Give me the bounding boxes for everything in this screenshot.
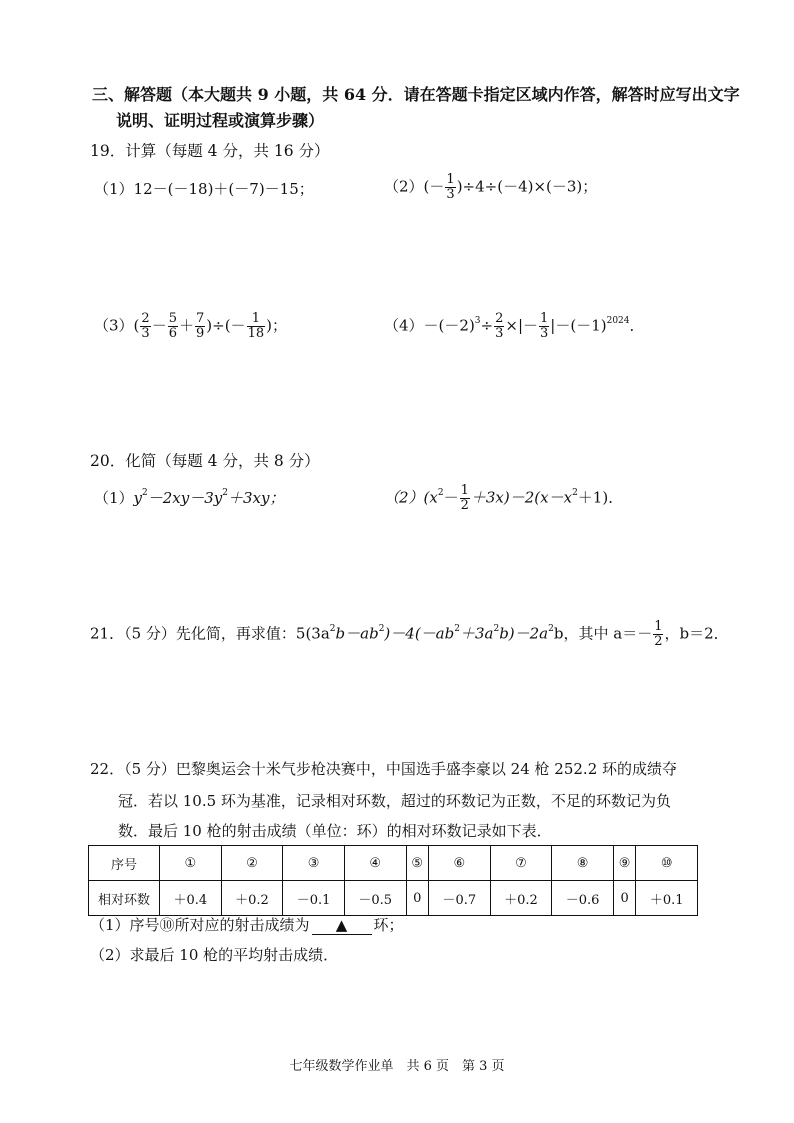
fraction: $\frac{1}{18}$ (247, 311, 265, 341)
fraction: $\frac{2}{3}$ (141, 311, 150, 341)
fraction: $\frac{1}{2}$ (460, 483, 469, 513)
q19-heading: 19．计算（每题 4 分，共 16 分） (90, 142, 330, 160)
table-cell: ⑧ (552, 846, 614, 881)
q20-part1: $(1)y^2-2xy-3y^2+3xy$； (94, 488, 285, 507)
q22-sub1: （1）序号⑩所对应的射击成绩为 ▲ 环； (90, 916, 404, 934)
fraction: $\frac{1}{3}$ (446, 172, 455, 202)
fraction: $\frac{1}{3}$ (540, 311, 549, 341)
table-cell: ④ (344, 846, 406, 881)
table-cell: ⑤ (406, 846, 428, 881)
q22-line1: 22．（5 分）巴黎奥运会十米气步枪决赛中，中国选手盛李豪以 24 枪 252.2 环的成绩夺 (90, 760, 678, 778)
table-cell: ＋0.4 (160, 881, 222, 916)
table-cell: －0.1 (283, 881, 345, 916)
q19-part2: （2）(－ $\frac{1}{3}$ )÷4÷(－4)×(－3)； (384, 172, 598, 202)
relative-score-table (88, 845, 698, 916)
section-title: 三、解答题（本大题共 9 小题，共 64 分．请在答题卡指定区域内作答，解答时应写出文字 (92, 85, 740, 104)
table-cell: 0 (406, 881, 428, 916)
q19-part4: $(4)-(-2)^3\div$ $\frac{2}{3}$ ×|－ $\frac{1}{3}$ $|-(-1)^{2024}$． (384, 311, 645, 341)
fraction: $\frac{2}{3}$ (495, 311, 504, 341)
table-cell: ② (221, 846, 283, 881)
table-cell: ⑦ (490, 846, 552, 881)
table-cell: ③ (283, 846, 345, 881)
q22-sub2: （2）求最后 10 枪的平均射击成绩． (90, 946, 339, 964)
table-cell: －0.6 (552, 881, 614, 916)
table-row (89, 881, 698, 916)
table-cell: ＋0.1 (636, 881, 698, 916)
fraction: $\frac{5}{6}$ (168, 311, 177, 341)
table-cell: －0.5 (344, 881, 406, 916)
table-cell: －0.7 (428, 881, 490, 916)
q20-heading: 20．化简（每题 4 分，共 8 分） (90, 452, 320, 470)
page-footer: 七年级数学作业单 共 6 页 第 3 页 (289, 1059, 505, 1074)
table-cell: ＋0.2 (221, 881, 283, 916)
q22-line3: 数．最后 10 枪的射击成绩（单位：环）的相对环数记录如下表． (118, 822, 552, 840)
table-cell: ＋0.2 (490, 881, 552, 916)
q21-text: 21．（5 分）先化简，再求值：$5(3a^2b-ab^2)-4(-ab^2+3a^2b)-2a^2b$，其中 a＝－ $\frac{1}{2}$ ，b＝2． (90, 619, 729, 649)
table-cell: ① (160, 846, 222, 881)
table-cell: ⑥ (428, 846, 490, 881)
section-title-continued: 说明、证明过程或演算步骤） (116, 111, 325, 130)
table-row (89, 846, 698, 881)
fraction: $\frac{7}{9}$ (196, 311, 205, 341)
table-header-cell: 序号 (89, 846, 160, 881)
table-cell: 0 (613, 881, 635, 916)
fraction: $\frac{1}{2}$ (654, 619, 663, 649)
q19-part1: （1）12－(－18)＋(－7)－15； (94, 180, 314, 198)
q20-part2: $(2)(x^2-$ $\frac{1}{2}$ $+3x)-2(x-x^2+1)$． (384, 483, 624, 513)
q19-part3: （3）( $\frac{2}{3}$ － $\frac{5}{6}$ ＋ $\frac{7}{9}$ )÷(－ $\frac{1}{18}$ )； (94, 311, 287, 341)
table-cell: ⑨ (613, 846, 635, 881)
table-header-cell: 相对环数 (89, 881, 160, 916)
answer-blank[interactable]: ▲ (312, 916, 372, 935)
q22-line2: 冠．若以 10.5 环为基准，记录相对环数，超过的环数记为正数，不足的环数记为负 (118, 792, 671, 810)
table-cell: ⑩ (636, 846, 698, 881)
